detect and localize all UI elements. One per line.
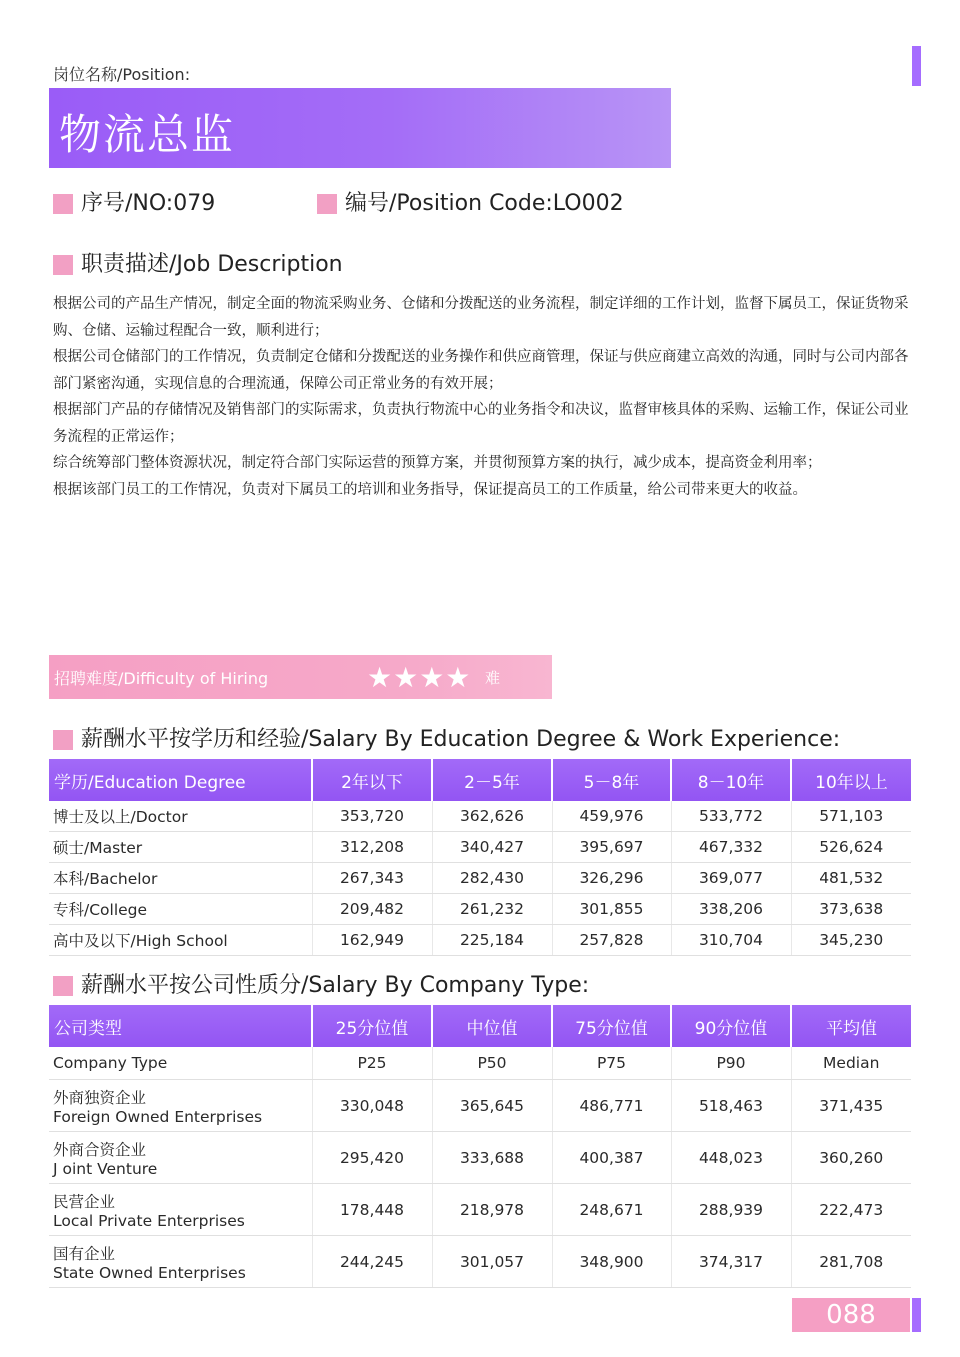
table-cell: P90 <box>671 1047 791 1080</box>
table-cell: 267,343 <box>312 863 432 894</box>
table-cell: 222,473 <box>791 1184 911 1236</box>
table-cell <box>49 1132 312 1184</box>
table-cell: 硕士/Master <box>49 832 312 863</box>
table-cell: 博士及以上/Doctor <box>49 801 312 832</box>
table-cell: 395,697 <box>552 832 671 863</box>
salary-company-table <box>49 1005 911 1288</box>
table-cell: 312,208 <box>312 832 432 863</box>
table-cell: 340,427 <box>432 832 552 863</box>
position-code: 编号/Position Code:LO002 <box>317 186 624 217</box>
company-type-cn: 外商合资企业 <box>53 1140 147 1159</box>
column-header: 平均值 <box>791 1005 911 1047</box>
hiring-difficulty-label: 招聘难度/Difficulty of Hiring <box>54 669 269 688</box>
job-description-text <box>53 291 915 503</box>
salary-education-table <box>49 759 911 956</box>
table-cell: 448,023 <box>671 1132 791 1184</box>
table-row <box>49 832 911 863</box>
serial-number: 序号/NO:079 <box>53 186 215 217</box>
table-cell: 244,245 <box>312 1236 432 1288</box>
bullet-square-icon <box>53 730 73 750</box>
table-cell: 261,232 <box>432 894 552 925</box>
table-row <box>49 863 911 894</box>
table-cell: 218,978 <box>432 1184 552 1236</box>
table-cell: 467,332 <box>671 832 791 863</box>
table-row <box>49 1132 911 1184</box>
table-cell: 295,420 <box>312 1132 432 1184</box>
table-cell: 486,771 <box>552 1080 671 1132</box>
column-header: 10年以上 <box>791 759 911 801</box>
table-cell: 518,463 <box>671 1080 791 1132</box>
column-header: 2年以下 <box>312 759 432 801</box>
table-cell: 本科/Bachelor <box>49 863 312 894</box>
table-cell: 345,230 <box>791 925 911 956</box>
table-row <box>49 1184 911 1236</box>
table-cell: 365,645 <box>432 1080 552 1132</box>
table-cell: 459,976 <box>552 801 671 832</box>
page-number-box <box>792 1298 910 1332</box>
company-type-en: Foreign Owned Enterprises <box>53 1107 263 1126</box>
column-header: 学历/Education Degree <box>49 759 312 801</box>
table-cell: 326,296 <box>552 863 671 894</box>
jd-line: 综合统筹部门整体资源状况，制定符合部门实际运营的预算方案，并贯彻预算方案的执行，减少成本，提高资金利用率； <box>53 455 822 471</box>
table-cell: 248,671 <box>552 1184 671 1236</box>
decorative-accent-bar <box>912 46 921 86</box>
table-cell: 373,638 <box>791 894 911 925</box>
hiring-difficulty-level: 难 <box>485 669 501 687</box>
table-cell: 360,260 <box>791 1132 911 1184</box>
table-cell: 362,626 <box>432 801 552 832</box>
table-cell: 481,532 <box>791 863 911 894</box>
hiring-difficulty-bar <box>49 655 552 699</box>
table-cell: P50 <box>432 1047 552 1080</box>
jd-line: 根据公司的产品生产情况，制定全面的物流采购业务、仓储和分拨配送的业务流程，制定详细的工作计划，监督下属员工，保证货物采购、仓储、运输过程配合一致，顺利进行； <box>53 296 909 339</box>
table-cell: 371,435 <box>791 1080 911 1132</box>
table-row <box>49 1080 911 1132</box>
company-type-en: Local Private Enterprises <box>53 1211 245 1230</box>
table-row <box>49 894 911 925</box>
column-header: 75分位值 <box>552 1005 671 1047</box>
table-cell <box>49 1080 312 1132</box>
table-header-row <box>49 759 911 801</box>
table-cell <box>49 1184 312 1236</box>
table-cell: 301,057 <box>432 1236 552 1288</box>
table-cell: 400,387 <box>552 1132 671 1184</box>
title-banner <box>49 88 671 168</box>
table-subheader-row <box>49 1047 911 1080</box>
bullet-square-icon <box>317 194 337 214</box>
bullet-square-icon <box>53 194 73 214</box>
table-cell: 571,103 <box>791 801 911 832</box>
salary-company-heading: 薪酬水平按公司性质分/Salary By Company Type: <box>53 968 589 999</box>
table-cell: 333,688 <box>432 1132 552 1184</box>
table-row <box>49 925 911 956</box>
company-type-cn: 民营企业 <box>53 1192 116 1211</box>
bullet-square-icon <box>53 976 73 996</box>
table-row <box>49 1236 911 1288</box>
table-cell: 281,708 <box>791 1236 911 1288</box>
table-cell: 310,704 <box>671 925 791 956</box>
table-cell: 348,900 <box>552 1236 671 1288</box>
table-cell: 301,855 <box>552 894 671 925</box>
column-header: 公司类型 <box>49 1005 312 1047</box>
company-type-cn: 外商独资企业 <box>53 1088 147 1107</box>
table-cell: 330,048 <box>312 1080 432 1132</box>
jd-line: 根据部门产品的存储情况及销售部门的实际需求，负责执行物流中心的业务指令和决议，监督审核具体的采购、运输工作，保证公司业务流程的正常运作； <box>53 402 909 445</box>
table-cell: 专科/College <box>49 894 312 925</box>
page-title: 物流总监 <box>59 110 236 159</box>
bullet-square-icon <box>53 255 73 275</box>
table-cell: 338,206 <box>671 894 791 925</box>
column-header: 2－5年 <box>432 759 552 801</box>
company-type-en: J oint Venture <box>53 1159 158 1178</box>
column-header: 5－8年 <box>552 759 671 801</box>
table-cell: 288,939 <box>671 1184 791 1236</box>
jd-line: 根据该部门员工的工作情况，负责对下属员工的培训和业务指导，保证提高员工的工作质量，给公司带来更大的收益。 <box>53 481 807 498</box>
table-cell: 257,828 <box>552 925 671 956</box>
column-header: 中位值 <box>432 1005 552 1047</box>
table-cell: 369,077 <box>671 863 791 894</box>
table-cell: 162,949 <box>312 925 432 956</box>
jd-line: 根据公司仓储部门的工作情况，负责制定仓储和分拨配送的业务操作和供应商管理，保证与供应商建立高效的沟通，同时与公司内部各部门紧密沟通，实现信息的合理流通，保障公司正常业务的有效开展； <box>53 349 909 392</box>
table-cell: 374,317 <box>671 1236 791 1288</box>
table-cell <box>49 1236 312 1288</box>
star-rating-icon: ★★★★ <box>367 661 472 694</box>
position-label: 岗位名称/Position: <box>53 65 191 84</box>
decorative-accent-bar <box>912 1298 921 1332</box>
job-description-heading: 职责描述/Job Description <box>53 247 343 278</box>
table-row <box>49 801 911 832</box>
salary-education-heading: 薪酬水平按学历和经验/Salary By Education Degree & Work Experience: <box>53 722 840 753</box>
company-type-en: State Owned Enterprises <box>53 1263 246 1282</box>
page-number: 088 <box>826 1300 876 1330</box>
table-header-row <box>49 1005 911 1047</box>
table-cell: 209,482 <box>312 894 432 925</box>
table-cell: 高中及以下/High School <box>49 925 312 956</box>
table-cell: 178,448 <box>312 1184 432 1236</box>
column-header: 25分位值 <box>312 1005 432 1047</box>
column-header: 8－10年 <box>671 759 791 801</box>
table-cell: 225,184 <box>432 925 552 956</box>
table-cell: 526,624 <box>791 832 911 863</box>
table-cell: P25 <box>312 1047 432 1080</box>
company-type-cn: 国有企业 <box>53 1244 116 1263</box>
table-cell: P75 <box>552 1047 671 1080</box>
column-header: 90分位值 <box>671 1005 791 1047</box>
table-cell: Median <box>791 1047 911 1080</box>
table-cell: 282,430 <box>432 863 552 894</box>
table-cell: 353,720 <box>312 801 432 832</box>
table-cell: Company Type <box>49 1047 312 1080</box>
table-cell: 533,772 <box>671 801 791 832</box>
